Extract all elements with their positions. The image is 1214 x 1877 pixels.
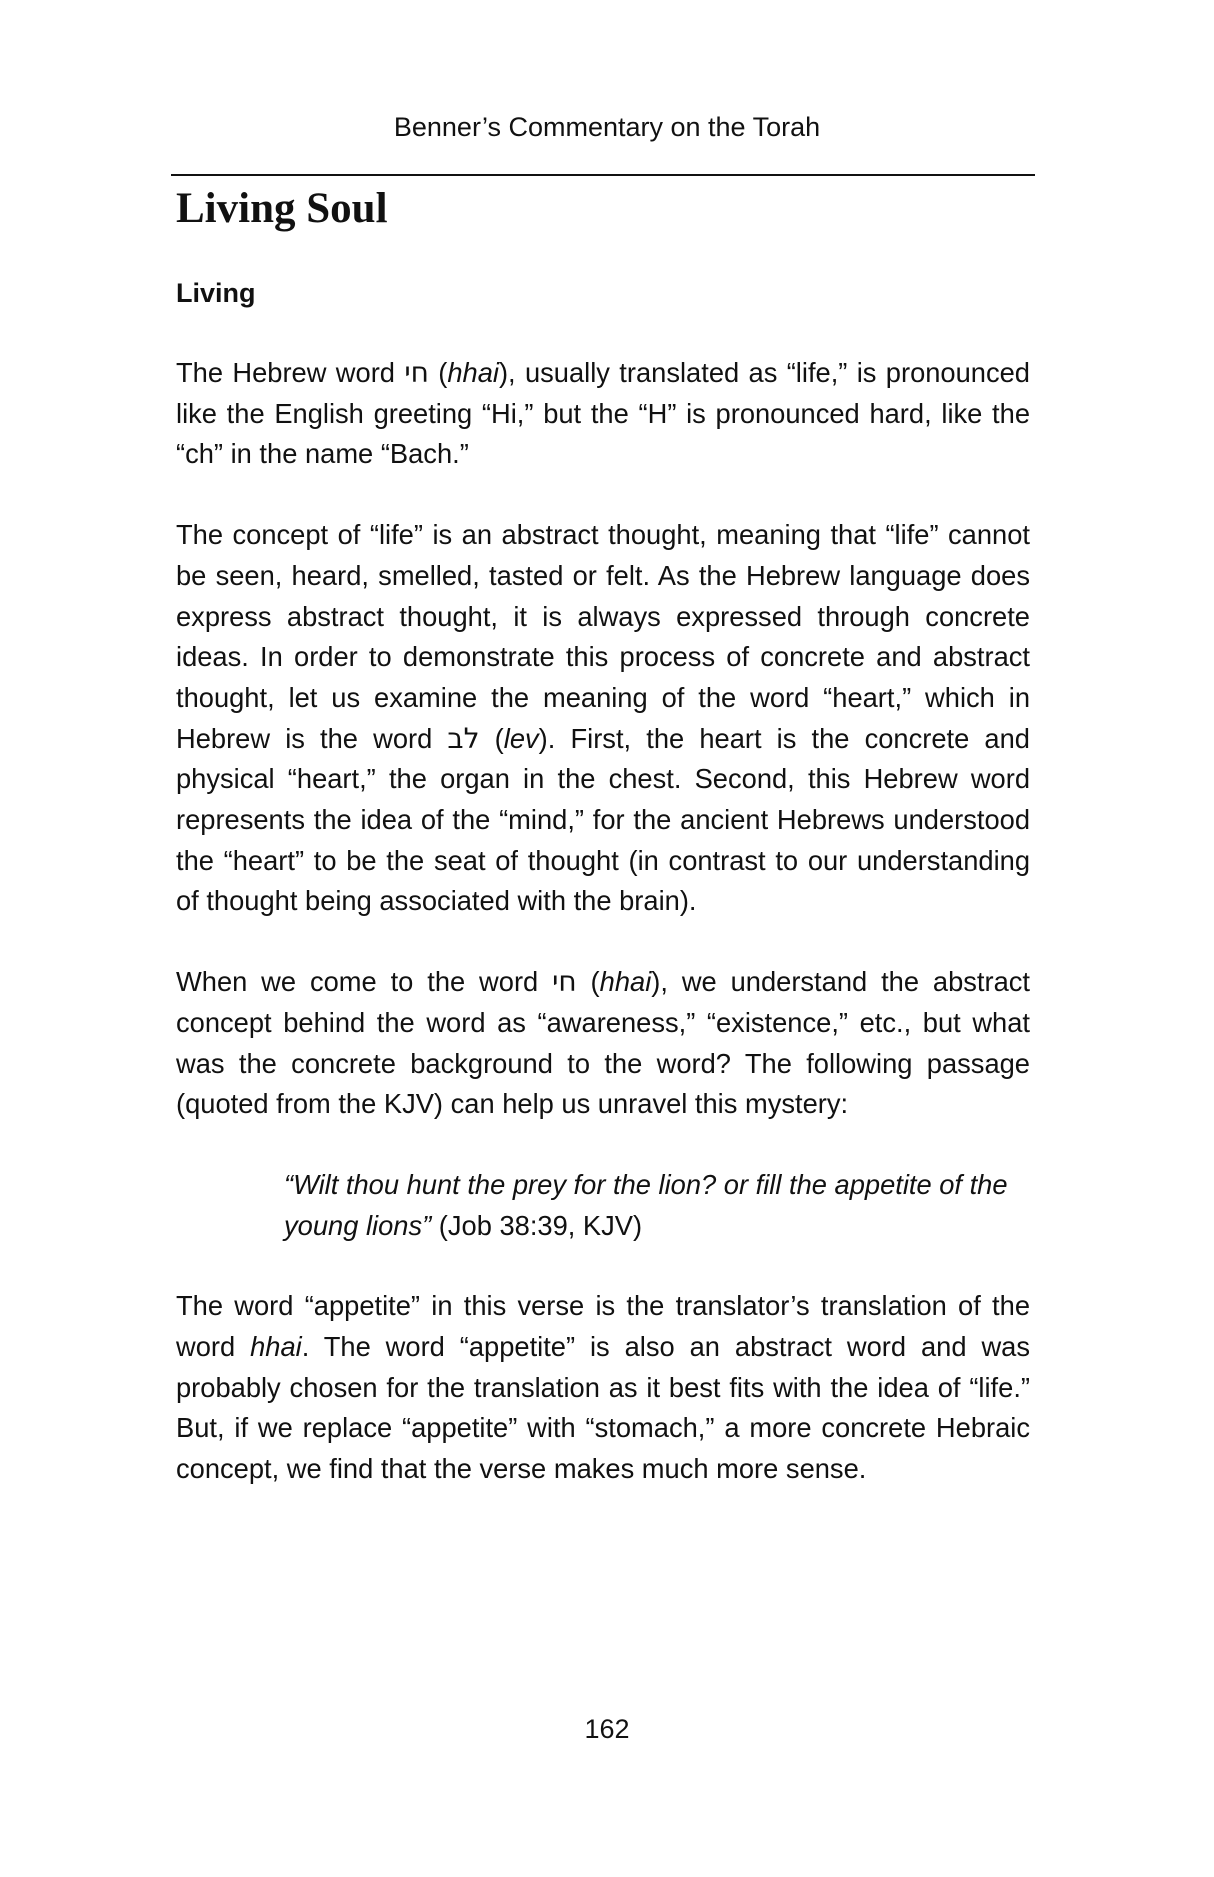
paragraph-text: The Hebrew word bbox=[176, 357, 405, 388]
page-number: 162 bbox=[584, 1714, 630, 1744]
paragraph-text: When we come to the word bbox=[176, 966, 553, 998]
page-content bbox=[176, 180, 1030, 1490]
paragraph-text: ), usually translated as “life,” is pronounced like the English greeting “Hi,” but the “H” is pronounced hard, like the “ch” in the name “Bach.” bbox=[176, 357, 1030, 470]
paragraph-concrete-background bbox=[176, 962, 1030, 1125]
paragraph-text: ( bbox=[428, 357, 448, 388]
transliteration: lev bbox=[503, 722, 539, 754]
transliteration: hhai bbox=[599, 966, 652, 998]
paragraph-text: . The word “appetite” is also an abstract word and was probably chosen for the translation as it best fits with the idea of “life.” But, if we replace “appetite” with “stomach,” a more concrete Hebraic concept, we find that the verse makes much more sense. bbox=[176, 1331, 1031, 1485]
paragraph-text: The concept of “life” is an abstract thought, meaning that “life” cannot be seen, heard, smelled, tasted or felt. As the Hebrew language does express abstract thought, it is always expressed through concrete ideas. In order to demonstrate this process of concrete and abstract thought, let us examine the meaning of the word “heart,” which in Hebrew is the word bbox=[176, 519, 1030, 754]
transliteration: hhai bbox=[447, 357, 499, 388]
quote-citation: (Job 38:39, KJV) bbox=[431, 1209, 643, 1241]
paragraph-text: ( bbox=[576, 966, 600, 998]
header-rule bbox=[171, 174, 1035, 176]
paragraph-text: ), we understand the abstract concept behind the word as “awareness,” “existence,” etc., but what was the concrete background to the word? The following passage (quoted from the KJV) can help us unravel this mystery: bbox=[176, 966, 1030, 1120]
paragraph-text: ( bbox=[479, 722, 504, 754]
transliteration: hhai bbox=[250, 1331, 302, 1363]
hebrew-word: חי bbox=[404, 356, 429, 389]
chapter-title: Living Soul bbox=[176, 185, 388, 232]
hebrew-word: חי bbox=[552, 965, 577, 999]
paragraph-text: ). First, the heart is the concrete and physical “heart,” the organ in the chest. Second, this Hebrew word represents the idea of the “mind,” for the ancient Hebrews understood the “heart” to be the seat of thought (in contrast to our understanding of thought being associated with the brain). bbox=[176, 722, 1030, 917]
paragraph-abstract-thought bbox=[176, 515, 1030, 922]
section-heading: Living bbox=[176, 278, 256, 308]
hebrew-word: לב bbox=[447, 721, 480, 755]
quote-text: “Wilt thou hunt the prey for the lion? or fill the appetite of the young lions” bbox=[284, 1168, 1008, 1241]
running-header: Benner’s Commentary on the Torah bbox=[393, 112, 821, 142]
paragraph-hhai-definition bbox=[176, 353, 1030, 475]
paragraph-text: The word “appetite” in this verse is the translator’s translation of the word bbox=[176, 1290, 1030, 1363]
paragraph-appetite bbox=[176, 1286, 1030, 1490]
scripture-quote bbox=[284, 1165, 1024, 1246]
